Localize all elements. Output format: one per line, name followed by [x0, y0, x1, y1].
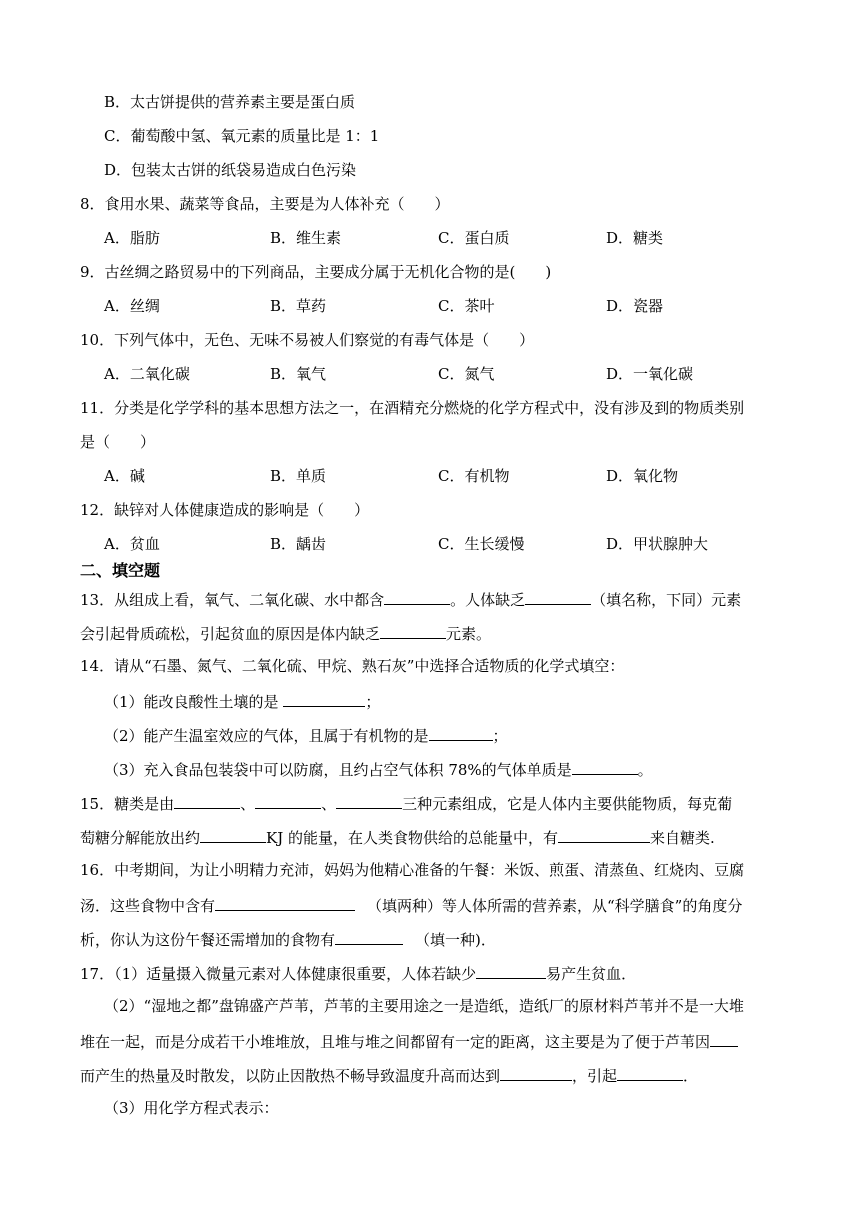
q10-option-c: C．氮气 — [438, 365, 495, 383]
q16-line3 — [80, 928, 496, 948]
q16-text-2: 汤．这些食物中含有 — [80, 897, 216, 915]
q8-option-b: B．维生素 — [270, 229, 342, 247]
q7-option-d: D．包装太古饼的纸袋易造成白色污染 — [104, 161, 357, 179]
q15-blank-3[interactable] — [336, 792, 402, 809]
q14-sub2 — [104, 724, 508, 744]
q15-text-3: 、 — [321, 795, 337, 813]
q15-text-2: 、 — [240, 795, 256, 813]
q8-stem: 8．食用水果、蔬菜等食品，主要是为人体补充（ ） — [80, 195, 450, 213]
q11-option-d: D．氧化物 — [606, 467, 679, 485]
q12-stem: 12．缺锌对人体健康造成的影响是（ ） — [80, 501, 370, 519]
q17-sub1-end: 易产生贫血． — [546, 965, 637, 983]
q12-option-d: D．甲状腺肿大 — [606, 535, 709, 553]
q14-sub3-end: 。 — [637, 761, 653, 779]
q14-sub1 — [104, 690, 380, 710]
q13-text-3: （填名称，下同）元素 — [591, 591, 742, 609]
q10-option-a: A．二氧化碳 — [104, 365, 190, 383]
q9-option-a: A．丝绸 — [104, 297, 160, 315]
q13-blank-1[interactable] — [384, 588, 450, 605]
q17-blank-1[interactable] — [476, 962, 546, 979]
section-title-fill-in: 二、填空题 — [80, 561, 161, 580]
q13-blank-3[interactable] — [380, 622, 446, 639]
q15-blank-4[interactable] — [200, 826, 266, 843]
q11-option-a: A．碱 — [104, 467, 145, 485]
q14-sub1-end: ； — [365, 693, 381, 711]
q8-option-d: D．糖类 — [606, 229, 664, 247]
q13-line1 — [80, 588, 741, 608]
q17-blank-2[interactable] — [710, 1030, 738, 1047]
q17-sub3: （3）用化学方程式表示： — [104, 1099, 279, 1117]
q17-blank-4[interactable] — [617, 1064, 683, 1081]
q10-stem: 10．下列气体中，无色、无味不易被人们察觉的有毒气体是（ ） — [80, 331, 535, 349]
q14-sub1-text: （1）能改良酸性土壤的是 — [104, 693, 284, 711]
q17-sub2-line3 — [80, 1064, 698, 1084]
q14-sub2-end: ； — [492, 727, 508, 745]
q12-option-c: C．生长缓慢 — [438, 535, 525, 553]
q15-line2 — [80, 826, 715, 846]
q16-text-3: （填两种）等人体所需的营养素，从“科学膳食”的角度分 — [367, 897, 743, 915]
q14-sub3-text: （3）充入食品包装袋中可以防腐，且约占空气体积 78%的气体单质是 — [104, 761, 572, 779]
q14-blank-2[interactable] — [429, 724, 493, 741]
q17-sub1 — [80, 962, 636, 982]
q17-sub2-text-d: ，引起 — [572, 1067, 618, 1085]
q15-line1 — [80, 792, 732, 812]
q7-option-c: C．葡萄酸中氢、氧元素的质量比是 1：1 — [104, 127, 380, 145]
q14-blank-3[interactable] — [572, 758, 638, 775]
q14-stem: 14．请从“石墨、氮气、二氧化硫、甲烷、熟石灰”中选择合适物质的化学式填空： — [80, 657, 625, 675]
q10-option-b: B．氧气 — [270, 365, 327, 383]
q13-text-5: 元素。 — [446, 625, 492, 643]
q14-blank-1[interactable] — [283, 690, 365, 707]
q9-option-c: C．茶叶 — [438, 297, 495, 315]
q17-sub1-text: 17．（1）适量摄入微量元素对人体健康很重要，人体若缺少 — [80, 965, 477, 983]
q11-option-c: C．有机物 — [438, 467, 510, 485]
q15-blank-5[interactable] — [558, 826, 650, 843]
q16-text-4: 析，你认为这份午餐还需增加的食物有 — [80, 931, 336, 949]
q16-text-5: （填一种)． — [415, 931, 496, 949]
q15-text-1: 15．糖类是由 — [80, 795, 175, 813]
q11-option-b: B．单质 — [270, 467, 327, 485]
q17-sub2-line1: （2）“湿地之都”盘锦盛产芦苇，芦苇的主要用途之一是造纸，造纸厂的原材料芦苇并不是一大堆 — [104, 997, 744, 1015]
q17-sub2-text-b: 堆在一起，而是分成若干小堆堆放，且堆与堆之间都留有一定的距离，这主要是为了便于芦苇因 — [80, 1033, 711, 1051]
q11-stem-line2: 是（ ） — [80, 433, 156, 451]
q9-stem: 9．古丝绸之路贸易中的下列商品，主要成分属于无机化合物的是( ) — [80, 263, 552, 281]
q15-text-5: 萄糖分解能放出约 — [80, 829, 201, 847]
q15-text-7: 来自糖类. — [650, 829, 715, 847]
q17-blank-3[interactable] — [500, 1064, 572, 1081]
q14-sub2-text: （2）能产生温室效应的气体，且属于有机物的是 — [104, 727, 429, 745]
q16-blank-1[interactable] — [215, 894, 355, 911]
q17-sub2-text-e: ． — [683, 1067, 699, 1085]
q9-option-d: D．瓷器 — [606, 297, 664, 315]
q8-option-a: A．脂肪 — [104, 229, 160, 247]
q17-sub2-line2 — [80, 1030, 738, 1050]
q16-line2 — [80, 894, 742, 914]
q12-option-a: A．贫血 — [104, 535, 160, 553]
q9-option-b: B．草药 — [270, 297, 327, 315]
q15-blank-1[interactable] — [174, 792, 240, 809]
q16-blank-2[interactable] — [335, 928, 403, 945]
q11-stem-line1: 11．分类是化学学科的基本思想方法之一，在酒精充分燃烧的化学方程式中，没有涉及到的物质类别 — [80, 399, 745, 417]
q15-text-6: KJ 的能量，在人类食物供给的总能量中，有 — [266, 829, 559, 847]
q17-sub2-text-c: 而产生的热量及时散发，以防止因散热不畅导致温度升高而达到 — [80, 1067, 501, 1085]
q15-blank-2[interactable] — [255, 792, 321, 809]
q10-option-d: D．一氧化碳 — [606, 365, 694, 383]
q13-text-2: 。人体缺乏 — [450, 591, 526, 609]
q13-text-1: 13．从组成上看，氧气、二氧化碳、水中都含 — [80, 591, 385, 609]
q15-text-4: 三种元素组成，它是人体内主要供能物质，每克葡 — [402, 795, 733, 813]
q12-option-b: B．龋齿 — [270, 535, 327, 553]
q13-blank-2[interactable] — [525, 588, 591, 605]
q14-sub3 — [104, 758, 653, 778]
q7-option-b: B．太古饼提供的营养素主要是蛋白质 — [104, 93, 356, 111]
q16-line1: 16．中考期间，为让小明精力充沛，妈妈为他精心准备的午餐：米饭、煎蛋、清蒸鱼、红烧肉、豆腐 — [80, 861, 745, 879]
q8-option-c: C．蛋白质 — [438, 229, 510, 247]
q13-line2 — [80, 622, 491, 642]
q13-text-4: 会引起骨质疏松，引起贫血的原因是体内缺乏 — [80, 625, 381, 643]
